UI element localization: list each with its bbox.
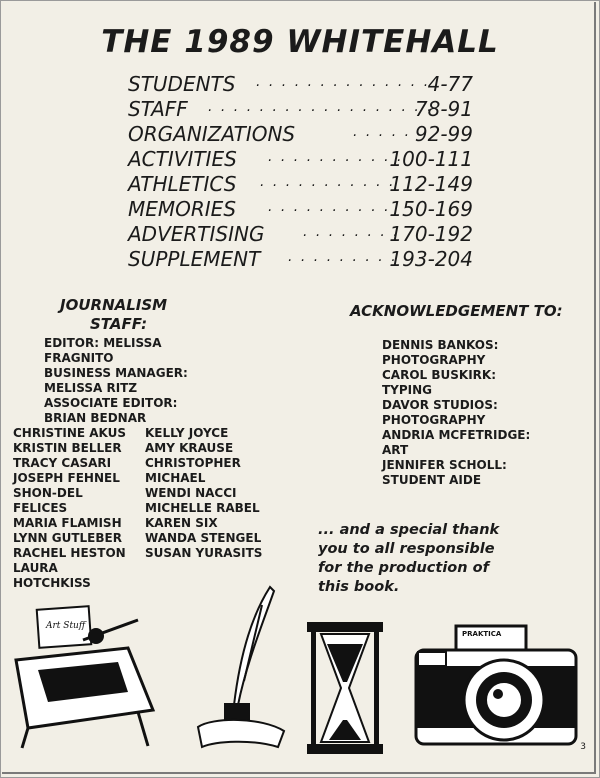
toc-row [128,222,473,247]
staff-name: MICHAEL [145,471,206,485]
art-note-text: Art Stuff [46,621,86,631]
toc-label: STUDENTS [128,72,236,96]
thanks-line: for the production of [318,560,489,576]
toc-row [128,122,473,147]
ack-line: DAVOR STUDIOS: [382,398,498,412]
staff-line: FRAGNITO [44,351,114,365]
journalism-staff-col2 [145,426,262,561]
thanks-line: this book. [318,579,400,595]
staff-name: MARIA FLAMISH [13,516,122,530]
staff-line: MELISSA RITZ [44,381,138,395]
staff-name: CHRISTOPHER [145,456,241,470]
hourglass-base [307,744,383,754]
camera-dial [418,652,446,666]
ack-line: CAROL BUSKIRK: [382,368,496,382]
toc-label: ADVERTISING [128,222,265,246]
hourglass-post [311,632,316,744]
ack-line: ART [382,443,409,457]
toc-row [128,247,473,272]
journalism-leaders [44,336,188,426]
toc-pages: 170-192 [389,222,473,246]
toc-leader-dots: . . . . . . . . . . . . . . [256,74,431,90]
drafting-table-illustration [8,600,158,750]
hourglass-post [374,632,379,744]
toc-label: ACTIVITIES [128,147,237,171]
hourglass-illustration [305,620,385,756]
scroll-paper [198,720,284,747]
staff-line: ASSOCIATE EDITOR: [44,396,178,410]
toc-leader-dots: . . . . . . . . . . . [268,149,404,165]
staff-line: BRIAN BEDNAR [44,411,147,425]
staff-name: MICHELLE RABEL [145,501,260,515]
toc-row [128,97,473,122]
staff-name: KAREN SIX [145,516,218,530]
staff-name: JOSEPH FEHNEL [13,471,120,485]
toc-label: ORGANIZATIONS [128,122,296,146]
staff-name: TRACY CASARI [13,456,112,470]
staff-name: KELLY JOYCE [145,426,229,440]
staff-name: AMY KRAUSE [145,441,234,455]
toc-row [128,172,473,197]
quill-inkwell-illustration [192,585,292,755]
staff-name: HOTCHKISS [13,576,91,590]
ack-line: STUDENT AIDE [382,473,482,487]
toc-pages: 92-99 [414,122,473,146]
toc-leader-dots: . . . . . [353,124,412,140]
staff-name: LAURA [13,561,58,575]
toc-pages: 193-204 [389,247,473,271]
acknowledgement-heading: ACKNOWLEDGEMENT TO: [350,302,563,320]
ack-line: PHOTOGRAPHY [382,353,486,367]
journalism-heading: JOURNALISM [60,296,168,314]
toc-pages: 150-169 [389,197,473,221]
ack-line: JENNIFER SCHOLL: [382,458,507,472]
toc-pages: 112-149 [389,172,473,196]
toc-leader-dots: . . . . . . . . . . . . . . . . . . [208,99,434,115]
lamp-head [88,628,104,644]
toc-label: SUPPLEMENT [128,247,261,271]
toc-label: ATHLETICS [128,172,237,196]
toc-row [128,147,473,172]
hourglass-top [307,622,383,632]
ack-line: TYPING [382,383,433,397]
ack-line: PHOTOGRAPHY [382,413,486,427]
camera-illustration [412,622,580,750]
toc-leader-dots: . . . . . . . . [303,224,400,240]
staff-name: WANDA STENGEL [145,531,262,545]
ack-line: ANDRIA MCFETRIDGE: [382,428,531,442]
thank-you-note [318,521,499,597]
acknowledgement-list [382,338,530,488]
staff-name: SUSAN YURASITS [145,546,263,560]
table-of-contents [128,72,473,272]
page-number: 3 [580,742,586,752]
staff-name: FELICES [13,501,68,515]
journalism-subheading: STAFF: [90,315,148,333]
staff-line: EDITOR: MELISSA [44,336,162,350]
staff-name: CHRISTINE AKUS [13,426,127,440]
toc-pages: 78-91 [414,97,473,121]
toc-label: MEMORIES [128,197,237,221]
table-leg [138,712,148,746]
staff-line: BUSINESS MANAGER: [44,366,188,380]
thanks-line: you to all responsible [318,541,495,557]
journalism-staff-col1 [13,426,126,591]
toc-pages: 4-77 [427,72,473,96]
toc-leader-dots: . . . . . . . . . [288,249,398,265]
table-leg [22,728,28,748]
toc-pages: 100-111 [389,147,473,171]
staff-name: LYNN GUTLEBER [13,531,122,545]
staff-name: RACHEL HESTON [13,546,126,560]
ack-line: DENNIS BANKOS: [382,338,499,352]
toc-label: STAFF [128,97,188,121]
staff-name: WENDI NACCI [145,486,237,500]
toc-leader-dots: . . . . . . . . . . . [260,174,396,190]
toc-row [128,72,473,97]
quill-feather [234,587,274,705]
thanks-line: ... and a special thank [318,522,500,538]
toc-row [128,197,473,222]
page-title: THE 1989 WHITEHALL [101,24,499,60]
camera-lens-glass [486,682,522,718]
camera-lens-glint [493,689,503,699]
staff-name: KRISTIN BELLER [13,441,122,455]
camera-brand-text: PRAKTICA [462,630,502,638]
staff-name: SHON-DEL [13,486,83,500]
toc-leader-dots: . . . . . . . . . . [268,199,391,215]
